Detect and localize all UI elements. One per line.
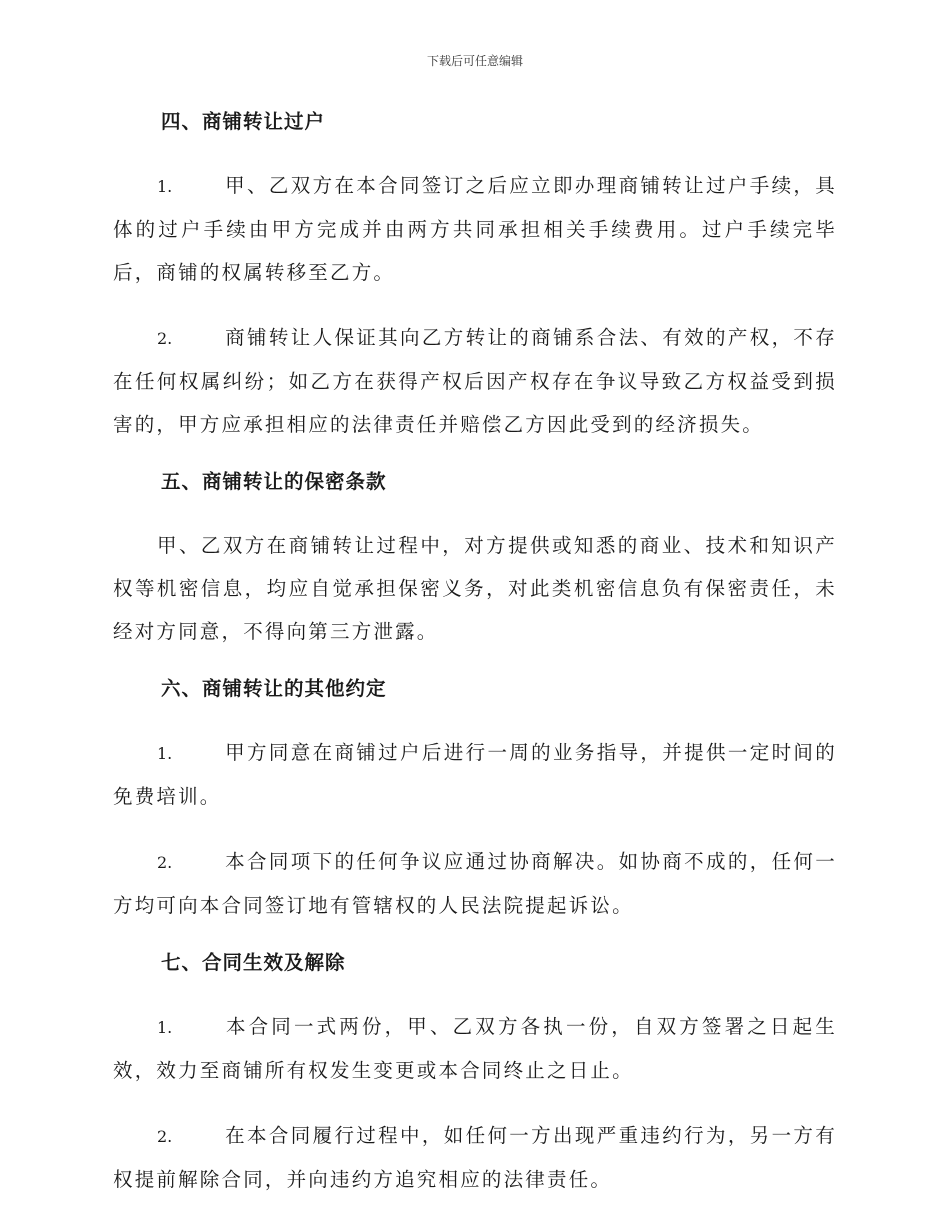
clause-text: 甲方同意在商铺过户后进行一周的业务指导，并提供一定时间的免费培训。 xyxy=(113,741,837,808)
clause-text: 本合同一式两份，甲、乙双方各执一份，自双方签署之日起生效，效力至商铺所有权发生变更或本合同终止之日止。 xyxy=(113,1015,837,1082)
clause-number: 2. xyxy=(157,329,173,348)
section-heading-6: 六、商铺转让的其他约定 xyxy=(161,677,387,700)
clause-5: 甲、乙双方在商铺转让过程中，对方提供或知悉的商业、技术和知识产权等机密信息，均应自觉承担保密义务，对此类机密信息负有保密责任，未经对方同意，不得向第三方泄露。 xyxy=(113,534,837,643)
clause-number: 1. xyxy=(157,744,173,763)
clause-text: 在本合同履行过程中，如任何一方出现严重违约行为，另一方有权提前解除合同，并向违约方追究相应的法律责任。 xyxy=(113,1124,837,1191)
document-body xyxy=(113,108,837,1223)
section-heading-7: 七、合同生效及解除 xyxy=(161,951,346,974)
clause-number: 1. xyxy=(157,1018,173,1037)
clause-number: 2. xyxy=(157,853,173,872)
clause-6-2 xyxy=(113,840,837,927)
clause-text: 本合同项下的任何争议应通过协商解决。如协商不成的，任何一方均可向本合同签订地有管辖权的人民法院提起诉讼。 xyxy=(113,850,837,917)
header-note: 下载后可任意编辑 xyxy=(426,54,523,68)
clause-7-1 xyxy=(113,1005,837,1092)
clause-text: 商铺转让人保证其向乙方转让的商铺系合法、有效的产权，不存在任何权属纠纷；如乙方在获得产权后因产权存在争议导致乙方权益受到损害的，甲方应承担相应的法律责任并赔偿乙方因此受到的经济损失。 xyxy=(113,326,837,436)
clause-number: 2. xyxy=(157,1127,173,1146)
section-heading-5: 五、商铺转让的保密条款 xyxy=(161,470,387,493)
clause-6-1 xyxy=(113,731,837,818)
clause-4-2 xyxy=(113,316,837,446)
section-heading-4: 四、商铺转让过户 xyxy=(161,110,326,133)
clause-7-2 xyxy=(113,1114,837,1201)
clause-4-1 xyxy=(113,164,837,294)
clause-text: 甲、乙双方在本合同签订之后应立即办理商铺转让过户手续，具体的过户手续由甲方完成并由两方共同承担相关手续费用。过户手续完毕后，商铺的权属转移至乙方。 xyxy=(113,174,837,284)
clause-number: 1. xyxy=(157,177,173,196)
